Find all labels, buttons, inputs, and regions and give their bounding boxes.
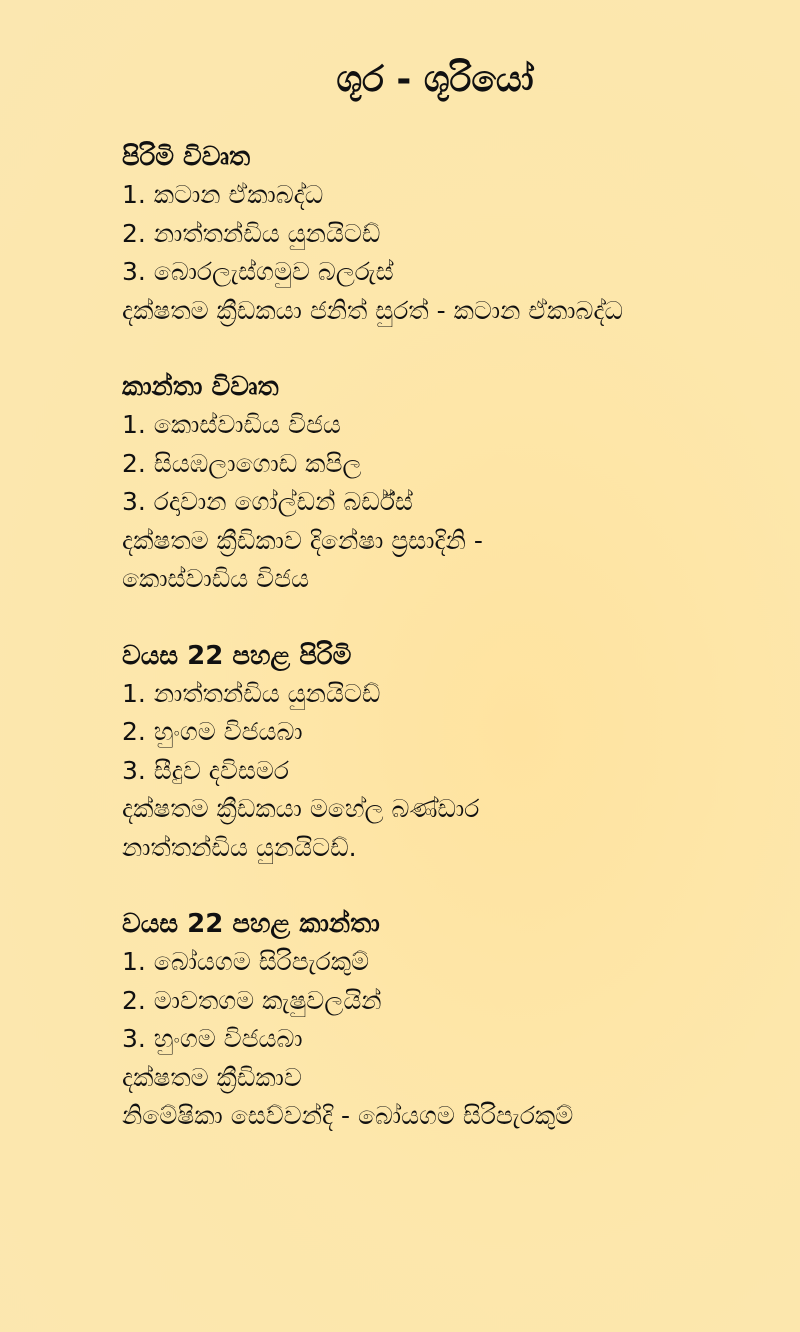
result-third: 3. හුංගම විජයබා bbox=[122, 1024, 303, 1053]
page-title: ශූර - ශූරියෝ bbox=[336, 59, 534, 100]
section-men-open bbox=[122, 138, 772, 330]
result-first: 1. කොස්වාඩිය විජය bbox=[122, 410, 341, 439]
best-player-team: නාත්තන්ඩිය යුනයිටඩ්. bbox=[122, 832, 357, 862]
results-content bbox=[122, 138, 772, 1174]
best-player: දක්ෂතම ක්‍රීඩිකාව දිනේෂා ප්‍රසාදිනි - bbox=[122, 525, 483, 555]
result-first: 1. නාත්තන්ඩිය යුනයිටඩ් bbox=[122, 678, 381, 708]
result-third: 3. සීදුව දවිසමර bbox=[122, 755, 289, 785]
result-first: 1. කටාන ඒකාබද්ධ bbox=[122, 180, 324, 209]
best-player: දක්ෂතම ක්‍රීඩකයා මහේල බණ්ඩාර bbox=[122, 794, 480, 823]
section-under-22-men bbox=[122, 637, 772, 868]
section-heading: වයස 22 පහළ පිරිමි bbox=[122, 640, 352, 671]
result-second: 2. සියඹලාගොඩ කපිල bbox=[122, 448, 362, 478]
section-heading: වයස 22 පහළ කාන්තා bbox=[122, 909, 380, 939]
result-third: 3. බොරලැස්ගමුව බලරුස් bbox=[122, 257, 394, 286]
best-player-team: නිමේෂිකා සෙව්වන්දි - බෝයගම සිරිපැරකුම් bbox=[122, 1101, 574, 1130]
best-player: දක්ෂතම ක්‍රීඩිකාව bbox=[122, 1062, 302, 1092]
section-under-22-women bbox=[122, 905, 772, 1136]
best-player: දක්ෂතම ක්‍රීඩකයා ජනිත් සුරත් - කටාන ඒකාබද්ධ bbox=[122, 295, 624, 325]
result-second: 2. හුංගම විජයබා bbox=[122, 717, 303, 746]
result-second: 2. මාවතගම කැෂුවලයින් bbox=[122, 985, 382, 1015]
section-heading: කාන්තා විවෘත bbox=[122, 372, 279, 402]
best-player-team: කොස්වාඩිය විජය bbox=[122, 564, 310, 593]
result-third: 3. රදාවාන ගෝල්ඩන් බර්ඩ්ස් bbox=[122, 487, 413, 516]
result-second: 2. නාත්තන්ඩිය යුනයිටඩ් bbox=[122, 218, 381, 248]
section-women-open bbox=[122, 368, 772, 599]
section-heading: පිරිමි විවෘත bbox=[122, 142, 251, 172]
result-first: 1. බෝයගම සිරිපැරකුම් bbox=[122, 947, 370, 976]
